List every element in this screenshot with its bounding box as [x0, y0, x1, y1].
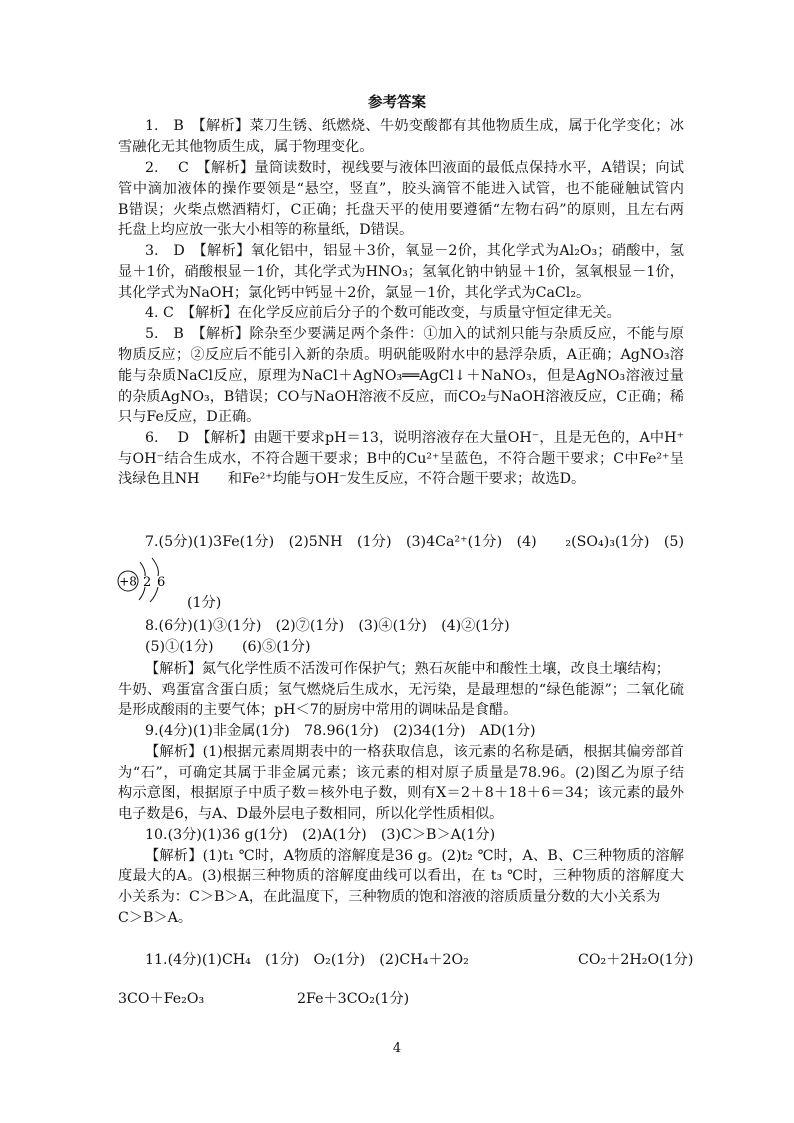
answer-2-line: 托盘上均应放一张大小相等的称量纸，D错误。	[118, 222, 414, 238]
answer-8-line: 牛奶、鸡蛋富含蛋白质；氢气燃烧后生成水，无污染，是最理想的“绿色能源”；二氧化硫	[118, 682, 684, 698]
answer-11-line: 11.(4分)(1)CH₄ (1分) O₂(1分) (2)CH₄＋2O₂	[145, 952, 469, 968]
oxygen-atom-structure-diagram	[116, 556, 186, 606]
page-number: 4	[392, 1041, 402, 1056]
page-title: 参考答案	[368, 94, 426, 111]
answer-9-line: 【解析】(1)根据元素周期表中的一格获取信息，该元素的名称是硒，根据其偏旁部首	[145, 744, 684, 760]
answer-5-line: 5. B 【解析】除杂至少要满足两个条件：①加入的试剂只能与杂质反应，不能与原	[145, 326, 684, 342]
answer-11-reactants: 3CO＋Fe₂O₃	[118, 991, 205, 1007]
answer-5-line: 能与杂质NaCl反应，原理为NaCl＋AgNO₃══AgCl↓＋NaNO₃，但是AgNO₃溶液过量	[118, 368, 684, 384]
answer-3-line: 显＋1价，硝酸根显－1价，其化学式为HNO₃；氢氧化钠中钠显＋1价，氢氧根显－1价，	[118, 264, 684, 280]
answer-7-score: (1分)	[187, 595, 222, 611]
answer-2-line: 管中滴加液体的操作要领是“悬空，竖直”，胶头滴管不能进入试管，也不能碰触试管内	[118, 181, 684, 197]
answer-5-line: 的杂质AgNO₃，B错误；CO与NaOH溶液不反应，而CO₂与NaOH溶液反应，C正确；稀	[118, 389, 684, 405]
answer-10-line: 10.(3分)(1)36 g(1分) (2)A(1分) (3)C＞B＞A(1分)	[145, 827, 496, 843]
answer-10-line: 小关系为：C＞B＞A，在此温度下，三种物质的饱和溶液的溶质质量分数的大小关系为	[118, 889, 661, 905]
answer-10-line: 度最大的A。(3)根据三种物质的溶解度曲线可以看出，在 t₃ ℃时，三种物质的溶解度大	[118, 868, 684, 884]
answer-8-line: 8.(6分)(1)③(1分) (2)⑦(1分) (3)④(1分) (4)②(1分)	[145, 618, 510, 634]
answer-11-product: CO₂＋2H₂O(1分)	[578, 952, 694, 968]
answer-6-line: 浅绿色且NH 和Fe²⁺均能与OH⁻发生反应，不符合题干要求；故选D。	[118, 471, 586, 487]
answer-10-line: 【解析】(1)t₁ ℃时，A物质的溶解度是36 g。(2)t₂ ℃时，A、B、C三种物质的溶解	[145, 848, 684, 864]
answer-9-line: 电子数是6，与A、D最外层电子数相同，所以化学性质相似。	[118, 806, 504, 822]
atom-shell-1-count: 2	[143, 575, 152, 590]
answer-8-line: 是形成酸雨的主要气体；pH＜7的厨房中常用的调味品是食醋。	[118, 702, 518, 718]
answer-3-line: 其化学式为NaOH；氯化钙中钙显＋2价，氯显－1价，其化学式为CaCl₂。	[118, 285, 591, 301]
answer-1-line: 雪融化无其他物质生成，属于物理变化。	[118, 139, 374, 155]
atom-nucleus-label: +8	[119, 574, 137, 589]
answer-9-line: 为“石”，可确定其属于非金属元素；该元素的相对原子质量是78.96。(2)图乙为原子结	[118, 765, 684, 781]
answer-6-line: 与OH⁻结合生成水，不符合题干要求；B中的Cu²⁺呈蓝色，不符合题干要求；C中Fe²⁺呈	[118, 451, 684, 467]
answer-1-line: 1. B 【解析】菜刀生锈、纸燃烧、牛奶变酸都有其他物质生成，属于化学变化；冰	[145, 118, 684, 134]
answer-3-line: 3. D 【解析】氧化铝中，铝显＋3价，氧显－2价，其化学式为Al₂O₃；硝酸中，氢	[145, 243, 684, 259]
answer-5-line: 只与Fe反应，D正确。	[118, 409, 261, 425]
answer-10-line: C＞B＞A。	[118, 910, 193, 926]
answer-8-line: (5)①(1分) (6)⑤(1分)	[145, 639, 311, 655]
answer-8-line: 【解析】氮气化学性质不活泼可作保护气；熟石灰能中和酸性土壤，改良土壤结构；	[145, 661, 670, 677]
answer-9-line: 构示意图，根据原子中质子数＝核外电子数，则有X＝2＋8＋18＋6＝34；该元素的最外	[118, 785, 684, 801]
answer-6-line: 6. D 【解析】由题干要求pH＝13，说明溶液存在大量OH⁻，且是无色的，A中H⁺	[145, 430, 684, 446]
answer-5-line: 物质反应；②反应后不能引入新的杂质。明矾能吸附水中的悬浮杂质，A正确；AgNO₃溶	[118, 347, 684, 363]
answer-2-line: 2. C 【解析】量筒读数时，视线要与液体凹液面的最低点保持水平，A错误；向试	[145, 160, 684, 176]
answer-9-line: 9.(4分)(1)非金属(1分) 78.96(1分) (2)34(1分) AD(1分)	[145, 723, 536, 739]
answer-11-product: 2Fe＋3CO₂(1分)	[297, 991, 410, 1007]
answer-7-line: 7.(5分)(1)3Fe(1分) (2)5NH (1分) (3)4Ca²⁺(1分) (4) ₂(SO₄)₃(1分) (5)	[145, 534, 684, 550]
answer-2-line: B错误；火柴点燃酒精灯，C正确；托盘天平的使用要遵循“左物右码”的原则，且左右两	[118, 202, 684, 218]
answer-4-line: 4. C 【解析】在化学反应前后分子的个数可能改变，与质量守恒定律无关。	[145, 305, 621, 321]
atom-shell-2-count: 6	[157, 575, 166, 590]
